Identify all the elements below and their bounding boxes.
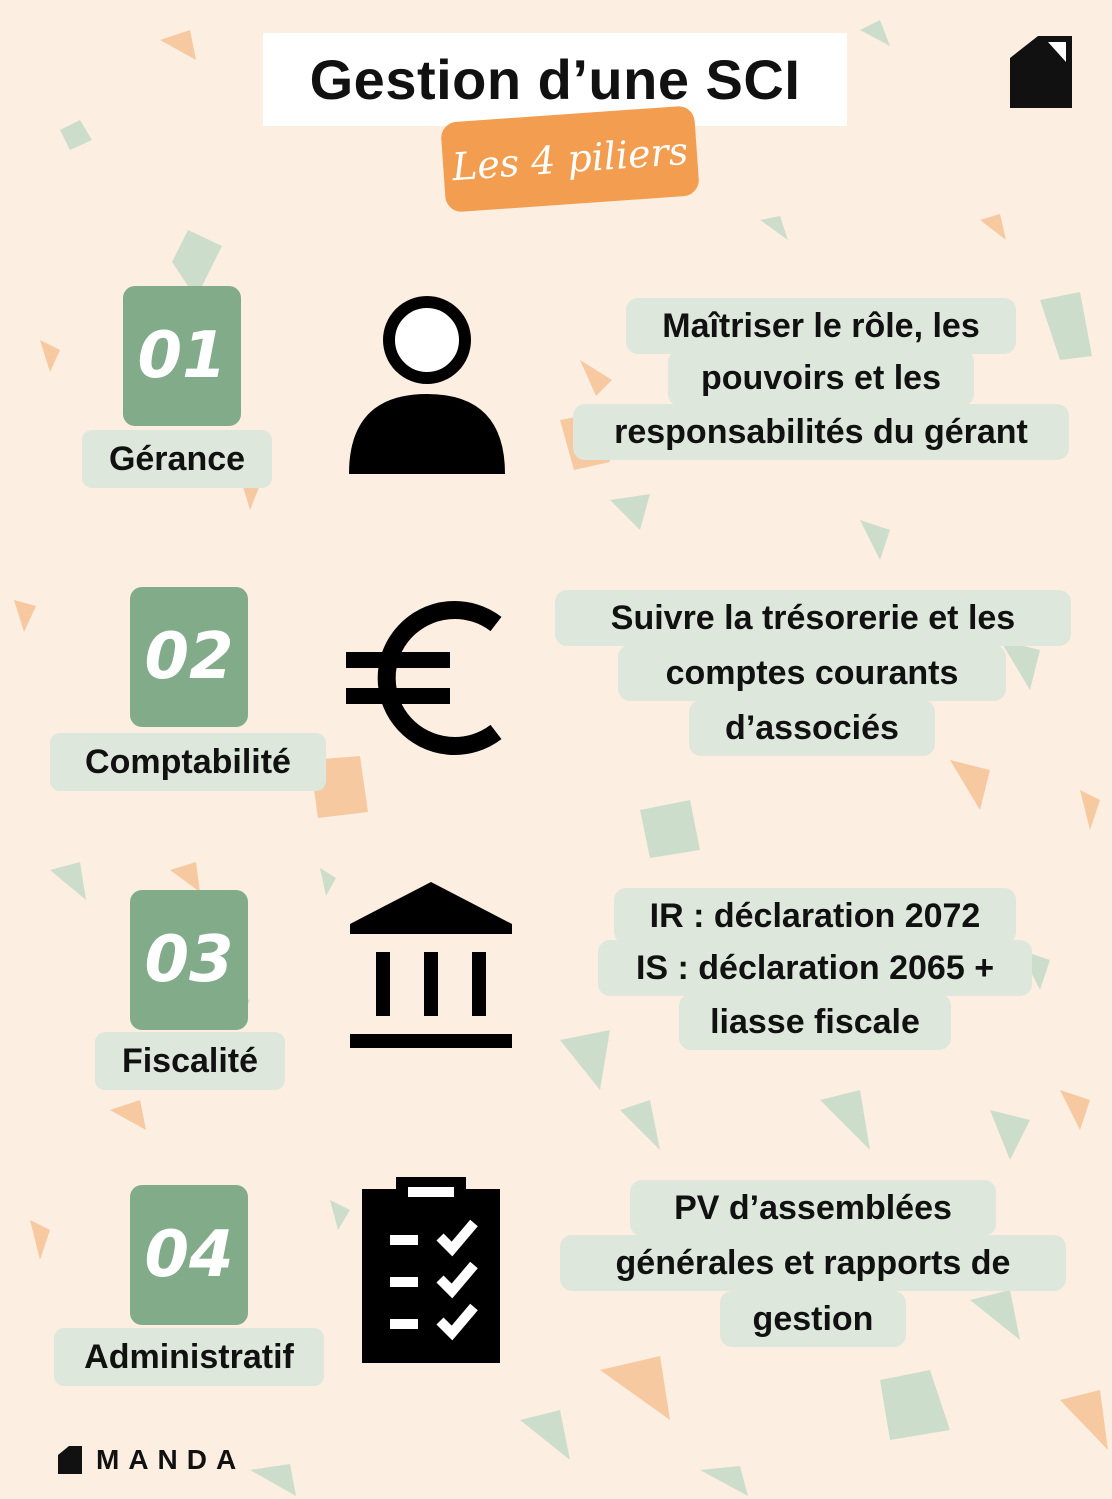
pillar-label: Gérance — [108, 439, 246, 478]
description-text: gestion — [752, 1299, 874, 1338]
description-text: responsabilités du gérant — [614, 412, 1028, 451]
pillar-label-pill — [82, 430, 272, 488]
description-text: comptes courants — [665, 653, 959, 692]
page-title: Gestion d’une SCI — [309, 48, 801, 111]
pillar-label-pill — [50, 733, 326, 791]
manda-mark-icon — [58, 1446, 82, 1474]
pillar-description-line — [679, 994, 951, 1050]
pillar-description-line — [630, 1180, 996, 1236]
pillar-number: 02 — [144, 620, 234, 694]
pillar-number-badge — [130, 1185, 248, 1325]
pillar-number: 04 — [144, 1218, 234, 1292]
pillar-number: 01 — [137, 319, 227, 393]
title-box — [263, 33, 847, 126]
manda-logo-icon — [1010, 36, 1072, 108]
pillar-description-line — [720, 1291, 906, 1347]
clipboard-checklist-icon — [360, 1175, 502, 1365]
description-text: liasse fiscale — [710, 1002, 920, 1041]
pillar-number-badge — [130, 890, 248, 1030]
person-icon — [347, 292, 507, 476]
description-text: pouvoirs et les — [701, 358, 941, 397]
description-text: d’associés — [725, 708, 899, 747]
pillar-label-pill — [95, 1032, 285, 1090]
pillar-label: Comptabilité — [85, 742, 291, 781]
pillar-number-badge — [130, 587, 248, 727]
pillar-description-line — [560, 1235, 1066, 1291]
description-text: IR : déclaration 2072 — [649, 896, 981, 935]
description-text: Maîtriser le rôle, les — [662, 306, 980, 345]
brand-name: MANDA — [96, 1444, 246, 1475]
pillar-label: Administratif — [84, 1337, 294, 1376]
page-subtitle: Les 4 piliers — [450, 128, 690, 190]
description-text: générales et rapports de — [615, 1243, 1011, 1282]
pillar-description-line — [555, 590, 1071, 646]
pillar-description-line — [689, 700, 935, 756]
pillar-description-line — [573, 404, 1069, 460]
pillar-label-pill — [54, 1328, 324, 1386]
brand-footer — [58, 1442, 245, 1478]
euro-icon — [340, 596, 510, 760]
subtitle-badge — [440, 105, 700, 212]
description-text: Suivre la trésorerie et les — [610, 598, 1016, 637]
pillar-description-line — [614, 888, 1016, 944]
pillar-description-line — [626, 298, 1016, 354]
description-text: IS : déclaration 2065 + — [635, 948, 995, 987]
pillar-number: 03 — [144, 923, 234, 997]
description-text: PV d’assemblées — [674, 1188, 952, 1227]
bank-icon — [348, 880, 514, 1050]
pillar-description-line — [618, 645, 1006, 701]
pillar-description-line — [668, 350, 974, 406]
pillar-label: Fiscalité — [121, 1041, 259, 1080]
pillar-number-badge — [123, 286, 241, 426]
pillar-description-line — [598, 940, 1032, 996]
